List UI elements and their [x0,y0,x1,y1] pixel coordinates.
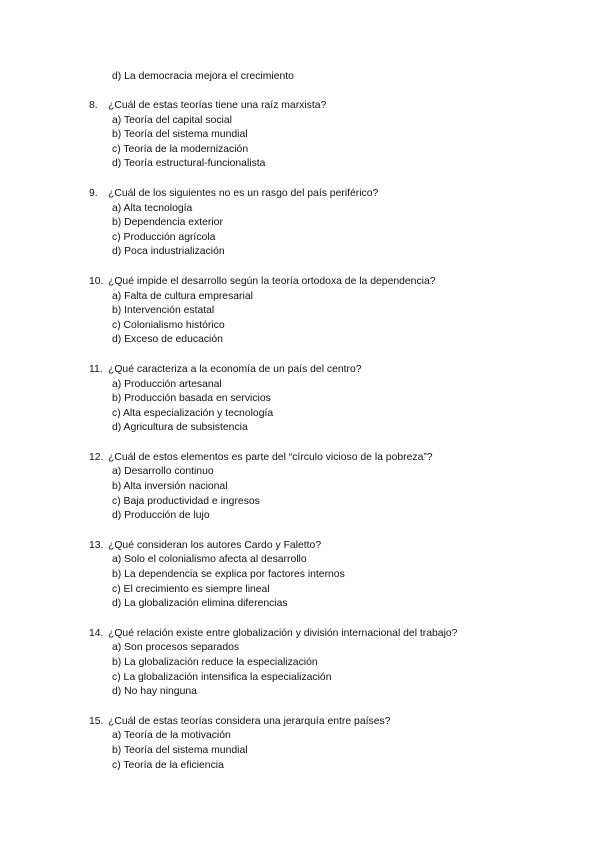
question-text: ¿Cuál de estas teorías tiene una raíz marxista? [108,100,327,111]
answer-option: b) La globalización reduce la especialización [112,657,318,668]
question-header [0,539,600,554]
answer-option: b) Dependencia exterior [112,217,223,229]
answer-option: c) Alta especialización y tecnología [112,407,274,419]
answer-option: a) Son procesos separados [112,642,240,654]
question-12 [0,451,600,524]
question-text: ¿Cuál de estos elementos es parte del “círculo vicioso de la pobreza”? [108,451,433,463]
question-header [0,627,600,642]
answer-option: d) La globalización elimina diferencias [112,598,288,610]
answer-option: c) Teoría de la eficiencia [112,759,224,771]
question-10 [0,275,600,348]
question-header [0,451,600,466]
answer-option: c) Colonialismo histórico [112,319,225,331]
answer-option: c) Baja productividad e ingresos [112,495,260,507]
answer-option: c) Teoría de la modernización [112,143,249,155]
answer-option: b) Teoría del sistema mundial [112,744,248,756]
answer-option: d) Teoría estructural-funcionalista [112,158,266,170]
question-14 [0,627,600,700]
question-15 [0,715,600,773]
answer-options [0,641,600,699]
question-header [0,275,600,290]
question-text: ¿Cuál de los siguientes no es un rasgo del país periférico? [108,187,379,199]
answer-option: a) Teoría de la motivación [112,730,231,742]
answer-option: b) Intervención estatal [112,305,215,317]
answer-option: a) Solo el colonialismo afecta al desarrollo [112,554,307,566]
question-number: 12. [89,451,104,463]
question-number: 13. [89,539,104,551]
answer-option: d) Poca industrialización [112,246,225,258]
answer-option: c) Producción agrícola [112,231,216,243]
answer-options [0,290,600,348]
answer-option: d) No hay ninguna [112,686,197,698]
answer-options [0,553,600,611]
answer-option: d) Agricultura de subsistencia [112,422,248,434]
answer-options [0,729,600,773]
question-8 [0,99,600,172]
question-text: ¿Qué relación existe entre globalización y división internacional del trabajo? [108,627,458,639]
question-list [0,99,600,788]
question-11 [0,363,600,436]
answer-option: a) Alta tecnología [112,202,193,214]
lead-option: d) La democracia mejora el crecimiento [112,71,294,82]
answer-option: a) Teoría del capital social [112,114,232,126]
question-number: 10. [89,275,104,287]
answer-option: d) Producción de lujo [112,510,210,522]
question-number: 11. [89,363,103,375]
answer-option: a) Falta de cultura empresarial [112,290,253,302]
answer-option: d) Exceso de educación [112,334,223,346]
answer-option: b) Alta inversión nacional [112,481,228,493]
question-9 [0,187,600,260]
question-text: ¿Qué caracteriza a la economía de un país del centro? [108,363,362,375]
question-number: 15. [89,715,104,727]
answer-options [0,202,600,260]
question-header [0,363,600,378]
answer-options [0,378,600,436]
question-text: ¿Qué consideran los autores Cardo y Faletto? [108,539,322,551]
question-header [0,715,600,730]
question-header [0,99,600,114]
question-number: 14. [89,627,104,639]
question-header [0,187,600,202]
answer-option: c) El crecimiento es siempre lineal [112,583,270,595]
answer-options [0,114,600,172]
answer-options [0,465,600,523]
question-text: ¿Qué impide el desarrollo según la teoría ortodoxa de la dependencia? [108,275,436,287]
question-number: 9. [89,187,98,199]
question-text: ¿Cuál de estas teorías considera una jerarquía entre países? [108,715,391,727]
answer-option: a) Producción artesanal [112,378,222,390]
question-13 [0,539,600,612]
answer-option: b) La dependencia se explica por factores internos [112,569,345,581]
answer-option: b) Teoría del sistema mundial [112,129,248,141]
answer-option: b) Producción basada en servicios [112,393,271,405]
answer-option: c) La globalización intensifica la especialización [112,671,332,683]
answer-option: a) Desarrollo continuo [112,466,214,478]
question-number: 8. [89,100,98,111]
